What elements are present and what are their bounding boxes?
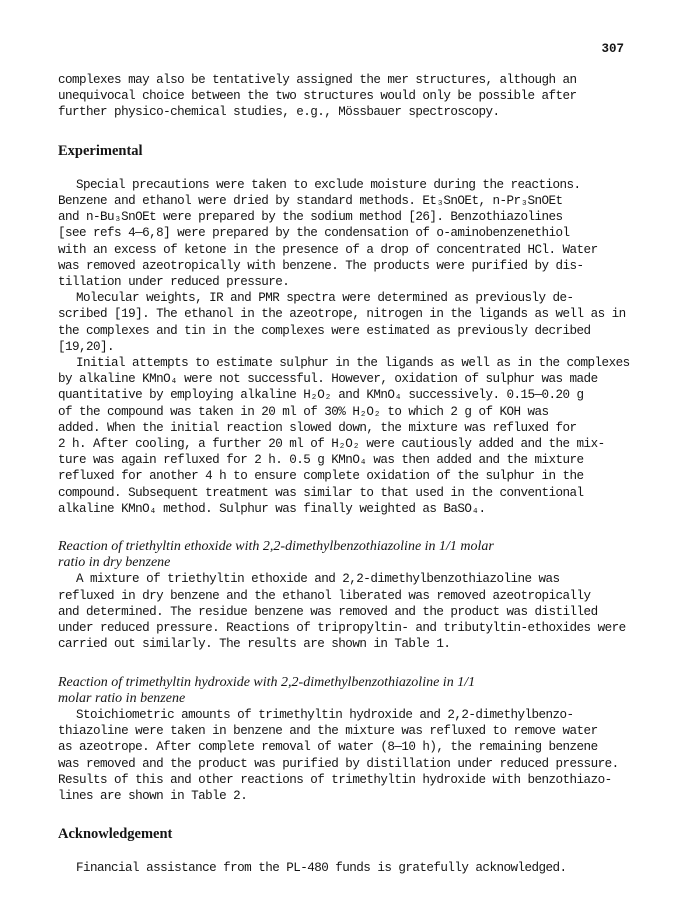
text-line: Results of this and other reactions of trimethyltin hydroxide with benzothiazo- [58,772,612,787]
text-line: as azeotrope. After complete removal of water (8—10 h), the remaining benzene [58,740,598,755]
acknowledgement-heading: Acknowledgement [58,826,173,843]
text-line: and n-Bu₃SnOEt were prepared by the sodium method [26]. Benzothiazolines [58,210,563,225]
text-line: compound. Subsequent treatment was similar to that used in the conventional [58,485,584,500]
text-line: tillation under reduced pressure. [58,275,290,290]
experimental-heading: Experimental [58,142,143,159]
text-line: Molecular weights, IR and PMR spectra were determined as previously de- [76,291,574,306]
text-line: refluxed in dry benzene and the ethanol liberated was removed azeotropically [58,588,591,603]
text-line: A mixture of triethyltin ethoxide and 2,2-dimethylbenzothiazoline was [76,572,560,587]
text-line: scribed [19]. The ethanol in the azeotrope, nitrogen in the ligands as well as in [58,307,626,322]
text-line: Stoichiometric amounts of trimethyltin hydroxide and 2,2-dimethylbenzo- [76,707,574,722]
text-line: of the compound was taken in 20 ml of 30% H₂O₂ to which 2 g of KOH was [58,404,549,419]
text-line: carried out similarly. The results are shown in Table 1. [58,637,451,652]
text-line: further physico-chemical studies, e.g., Mössbauer spectroscopy. [58,105,500,120]
text-line: added. When the initial reaction slowed down, the mixture was refluxed for [58,420,577,435]
page-number: 307 [601,42,624,56]
experimental-section [58,177,630,517]
reaction-2-title: molar ratio in benzene [58,690,186,706]
text-line: lines are shown in Table 2. [58,788,248,803]
acknowledgement-text: Financial assistance from the PL-480 funds is gratefully acknowledged. [76,861,567,876]
text-line: the complexes and tin in the complexes were estimated as previously decribed [58,323,591,338]
text-line: and determined. The residue benzene was removed and the product was distilled [58,604,598,619]
text-line: thiazoline were taken in benzene and the mixture was refluxed to remove water [58,724,598,739]
text-line: Benzene and ethanol were dried by standard methods. Et₃SnOEt, n-Pr₃SnOEt [58,194,563,209]
text-line: Special precautions were taken to exclude moisture during the reactions. [76,177,581,192]
intro-paragraph [58,72,624,121]
text-line: with an excess of ketone in the presence of a drop of concentrated HCl. Water [58,242,598,257]
text-line: [see refs 4—6,8] were prepared by the condensation of o-aminobenzenethiol [58,226,570,241]
text-line: was removed azeotropically with benzene. The products were purified by dis- [58,258,584,273]
text-line: under reduced pressure. Reactions of tripropyltin- and tributyltin-ethoxides were [58,621,626,636]
reaction-2-section [58,675,624,805]
text-line: ture was again refluxed for 2 h. 0.5 g KMnO₄ was then added and the mixture [58,453,584,468]
reaction-2-title: Reaction of trimethyltin hydroxide with 2,2-dimethylbenzothiazoline in 1/1 [58,674,476,690]
text-line: refluxed for another 4 h to ensure complete oxidation of the sulphur in the [58,469,584,484]
text-line: 2 h. After cooling, a further 20 ml of H₂O₂ were cautiously added and the mix- [58,437,605,452]
text-line: by alkaline KMnO₄ were not successful. However, oxidation of sulphur was made [58,372,598,387]
reaction-1-title: ratio in dry benzene [58,555,171,571]
text-line: Initial attempts to estimate sulphur in the ligands as well as in the complexes [76,356,630,371]
text-line: complexes may also be tentatively assigned the mer structures, although an [58,73,577,87]
reaction-1-section [58,539,624,652]
text-line: unequivocal choice between the two structures would only be possible after [58,89,577,104]
article-body [58,72,630,877]
text-line: [19,20]. [58,339,115,354]
text-line: was removed and the product was purified by distillation under reduced pressure. [58,756,619,771]
text-line: alkaline KMnO₄ method. Sulphur was finally weighted as BaSO₄. [58,501,486,516]
reaction-1-title: Reaction of triethyltin ethoxide with 2,2-dimethylbenzothiazoline in 1/1 molar [58,539,494,555]
text-line: quantitative by employing alkaline H₂O₂ and KMnO₄ successively. 0.15—0.20 g [58,388,584,403]
